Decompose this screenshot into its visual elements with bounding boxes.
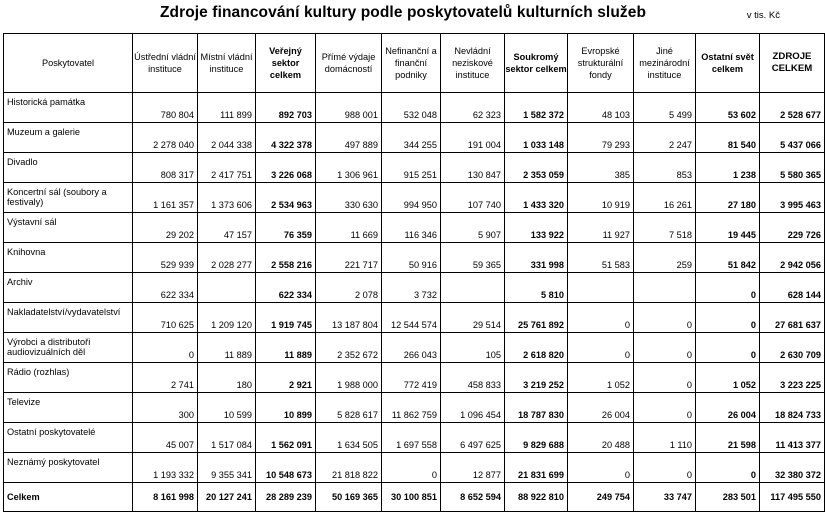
value-cell: 4 322 378 — [256, 123, 316, 153]
value-cell: 10 599 — [198, 393, 256, 423]
value-cell: 808 317 — [133, 153, 198, 183]
value-cell: 1 306 961 — [316, 153, 382, 183]
value-cell: 0 — [634, 393, 696, 423]
value-cell: 27 681 637 — [760, 303, 825, 333]
value-cell: 10 899 — [256, 393, 316, 423]
value-cell: 130 847 — [441, 153, 505, 183]
value-cell: 1 697 558 — [382, 423, 441, 453]
value-cell: 1 209 120 — [198, 303, 256, 333]
value-cell: 1 238 — [696, 153, 760, 183]
value-cell: 9 829 688 — [505, 423, 568, 453]
provider-name: Muzeum a galerie — [4, 123, 133, 153]
value-cell: 5 810 — [505, 273, 568, 303]
value-cell: 2 558 216 — [256, 243, 316, 273]
value-cell: 47 157 — [198, 213, 256, 243]
value-cell: 20 127 241 — [198, 483, 256, 512]
value-cell: 0 — [568, 453, 634, 483]
value-cell: 283 501 — [696, 483, 760, 512]
value-cell: 191 004 — [441, 123, 505, 153]
value-cell: 5 499 — [634, 93, 696, 123]
table-body — [4, 93, 825, 512]
value-cell: 628 144 — [760, 273, 825, 303]
value-cell: 12 877 — [441, 453, 505, 483]
provider-name: Výstavní sál — [4, 213, 133, 243]
col-header-world-total: Ostatní svět celkem — [696, 34, 760, 93]
table-row — [4, 183, 825, 213]
value-cell: 3 995 463 — [760, 183, 825, 213]
table-row — [4, 153, 825, 183]
value-cell: 1 110 — [634, 423, 696, 453]
table-row — [4, 273, 825, 303]
value-cell: 532 048 — [382, 93, 441, 123]
value-cell: 79 293 — [568, 123, 634, 153]
value-cell: 221 717 — [316, 243, 382, 273]
value-cell: 59 365 — [441, 243, 505, 273]
col-header-central-gov: Ústřední vládní instituce — [133, 34, 198, 93]
value-cell: 1 433 320 — [505, 183, 568, 213]
value-cell: 5 828 617 — [316, 393, 382, 423]
provider-name: Televize — [4, 393, 133, 423]
value-cell: 3 732 — [382, 273, 441, 303]
table-row — [4, 123, 825, 153]
value-cell: 0 — [568, 333, 634, 363]
value-cell: 2 078 — [316, 273, 382, 303]
table-title: Zdroje financování kultury podle poskytovatelů kulturních služeb — [159, 4, 647, 21]
value-cell: 1 988 000 — [316, 363, 382, 393]
table-row — [4, 333, 825, 363]
value-cell: 18 787 830 — [505, 393, 568, 423]
table-row — [4, 93, 825, 123]
value-cell: 529 939 — [133, 243, 198, 273]
value-cell: 9 355 341 — [198, 453, 256, 483]
col-header-local-gov: Místní vládní instituce — [198, 34, 256, 93]
value-cell: 0 — [696, 303, 760, 333]
value-cell: 11 862 759 — [382, 393, 441, 423]
value-cell: 0 — [696, 333, 760, 363]
provider-name: Knihovna — [4, 243, 133, 273]
provider-name: Koncertní sál (soubory a festivaly) — [4, 183, 133, 213]
value-cell: 330 630 — [316, 183, 382, 213]
value-cell: 385 — [568, 153, 634, 183]
value-cell: 76 359 — [256, 213, 316, 243]
value-cell: 5 580 365 — [760, 153, 825, 183]
value-cell: 45 007 — [133, 423, 198, 453]
value-cell: 11 889 — [198, 333, 256, 363]
value-cell: 2 942 056 — [760, 243, 825, 273]
table-row — [4, 243, 825, 273]
table-row — [4, 213, 825, 243]
col-header-eu-funds: Evropské strukturální fondy — [568, 34, 634, 93]
value-cell: 51 842 — [696, 243, 760, 273]
value-cell: 1 582 372 — [505, 93, 568, 123]
value-cell: 180 — [198, 363, 256, 393]
value-cell: 111 899 — [198, 93, 256, 123]
provider-name: Divadlo — [4, 153, 133, 183]
value-cell: 18 824 733 — [760, 393, 825, 423]
value-cell: 3 223 225 — [760, 363, 825, 393]
value-cell — [568, 273, 634, 303]
value-cell: 229 726 — [760, 213, 825, 243]
value-cell: 12 544 574 — [382, 303, 441, 333]
value-cell: 994 950 — [382, 183, 441, 213]
provider-name: Historická památka — [4, 93, 133, 123]
value-cell: 1 052 — [568, 363, 634, 393]
value-cell: 2 741 — [133, 363, 198, 393]
value-cell: 7 518 — [634, 213, 696, 243]
value-cell: 50 916 — [382, 243, 441, 273]
value-cell: 3 219 252 — [505, 363, 568, 393]
value-cell: 2 630 709 — [760, 333, 825, 363]
value-cell: 0 — [634, 363, 696, 393]
value-cell: 1 193 332 — [133, 453, 198, 483]
col-header-grand-total: ZDROJE CELKEM — [760, 34, 825, 93]
value-cell: 2 534 963 — [256, 183, 316, 213]
header-row — [4, 34, 825, 93]
value-cell: 29 202 — [133, 213, 198, 243]
value-cell: 0 — [634, 333, 696, 363]
value-cell: 772 419 — [382, 363, 441, 393]
provider-name: Archiv — [4, 273, 133, 303]
value-cell: 5 437 066 — [760, 123, 825, 153]
table-row — [4, 423, 825, 453]
value-cell: 300 — [133, 393, 198, 423]
financing-table — [3, 33, 825, 512]
value-cell: 892 703 — [256, 93, 316, 123]
value-cell: 53 602 — [696, 93, 760, 123]
value-cell: 710 625 — [133, 303, 198, 333]
value-cell: 344 255 — [382, 123, 441, 153]
value-cell: 29 514 — [441, 303, 505, 333]
value-cell: 11 889 — [256, 333, 316, 363]
value-cell: 21 831 699 — [505, 453, 568, 483]
value-cell: 1 033 148 — [505, 123, 568, 153]
col-header-public-total: Veřejný sektor celkem — [256, 34, 316, 93]
value-cell: 25 761 892 — [505, 303, 568, 333]
value-cell: 33 747 — [634, 483, 696, 512]
value-cell: 497 889 — [316, 123, 382, 153]
value-cell: 266 043 — [382, 333, 441, 363]
table-row — [4, 453, 825, 483]
value-cell — [198, 273, 256, 303]
value-cell: 5 907 — [441, 213, 505, 243]
value-cell: 30 100 851 — [382, 483, 441, 512]
value-cell: 105 — [441, 333, 505, 363]
value-cell: 2 352 672 — [316, 333, 382, 363]
value-cell: 331 998 — [505, 243, 568, 273]
value-cell: 1 562 091 — [256, 423, 316, 453]
col-header-provider: Poskytovatel — [4, 34, 133, 93]
value-cell: 3 226 068 — [256, 153, 316, 183]
value-cell: 2 044 338 — [198, 123, 256, 153]
value-cell: 81 540 — [696, 123, 760, 153]
value-cell: 20 488 — [568, 423, 634, 453]
unit-label: v tis. Kč — [746, 10, 780, 21]
value-cell: 2 353 059 — [505, 153, 568, 183]
value-cell: 2 028 277 — [198, 243, 256, 273]
value-cell: 133 922 — [505, 213, 568, 243]
col-header-household: Přímé výdaje domácností — [316, 34, 382, 93]
value-cell: 32 380 372 — [760, 453, 825, 483]
provider-name: Neznámý poskytovatel — [4, 453, 133, 483]
value-cell: 50 169 365 — [316, 483, 382, 512]
value-cell: 62 323 — [441, 93, 505, 123]
value-cell: 780 804 — [133, 93, 198, 123]
value-cell: 0 — [634, 453, 696, 483]
value-cell — [634, 273, 696, 303]
value-cell: 2 921 — [256, 363, 316, 393]
value-cell: 117 495 550 — [760, 483, 825, 512]
value-cell: 0 — [382, 453, 441, 483]
col-header-enterprises: Nefinanční a finanční podniky — [382, 34, 441, 93]
value-cell: 27 180 — [696, 183, 760, 213]
value-cell: 2 417 751 — [198, 153, 256, 183]
value-cell: 1 052 — [696, 363, 760, 393]
value-cell: 0 — [133, 333, 198, 363]
value-cell: 13 187 804 — [316, 303, 382, 333]
value-cell: 10 919 — [568, 183, 634, 213]
value-cell: 988 001 — [316, 93, 382, 123]
value-cell: 1 919 745 — [256, 303, 316, 333]
col-header-nonprofit: Nevládní neziskové instituce — [441, 34, 505, 93]
total-row — [4, 483, 825, 512]
provider-name: Celkem — [4, 483, 133, 512]
value-cell: 0 — [568, 303, 634, 333]
value-cell: 51 583 — [568, 243, 634, 273]
value-cell: 2 278 040 — [133, 123, 198, 153]
value-cell: 88 922 810 — [505, 483, 568, 512]
col-header-private-total: Soukromý sektor celkem — [505, 34, 568, 93]
provider-name: Nakladatelství/vydavatelství — [4, 303, 133, 333]
provider-name: Rádio (rozhlas) — [4, 363, 133, 393]
value-cell: 2 247 — [634, 123, 696, 153]
value-cell: 8 161 998 — [133, 483, 198, 512]
value-cell: 26 004 — [568, 393, 634, 423]
table-row — [4, 303, 825, 333]
value-cell: 11 413 377 — [760, 423, 825, 453]
value-cell: 1 161 357 — [133, 183, 198, 213]
provider-name: Výrobci a distributoři audiovizuálních děl — [4, 333, 133, 363]
value-cell: 2 618 820 — [505, 333, 568, 363]
value-cell: 1 634 505 — [316, 423, 382, 453]
value-cell: 11 927 — [568, 213, 634, 243]
value-cell: 28 289 239 — [256, 483, 316, 512]
value-cell: 915 251 — [382, 153, 441, 183]
value-cell: 21 818 822 — [316, 453, 382, 483]
value-cell: 26 004 — [696, 393, 760, 423]
value-cell: 622 334 — [256, 273, 316, 303]
value-cell: 0 — [634, 303, 696, 333]
value-cell: 2 528 677 — [760, 93, 825, 123]
value-cell: 8 652 594 — [441, 483, 505, 512]
value-cell: 116 346 — [382, 213, 441, 243]
value-cell: 10 548 673 — [256, 453, 316, 483]
value-cell: 107 740 — [441, 183, 505, 213]
provider-name: Ostatní poskytovatelé — [4, 423, 133, 453]
value-cell: 622 334 — [133, 273, 198, 303]
value-cell: 11 669 — [316, 213, 382, 243]
value-cell: 458 833 — [441, 363, 505, 393]
value-cell — [441, 273, 505, 303]
value-cell: 259 — [634, 243, 696, 273]
table-row — [4, 363, 825, 393]
value-cell: 21 598 — [696, 423, 760, 453]
value-cell: 1 373 606 — [198, 183, 256, 213]
col-header-intl: Jiné mezinárodní instituce — [634, 34, 696, 93]
value-cell: 19 445 — [696, 213, 760, 243]
table-row — [4, 393, 825, 423]
value-cell: 6 497 625 — [441, 423, 505, 453]
value-cell: 1 096 454 — [441, 393, 505, 423]
value-cell: 0 — [696, 453, 760, 483]
value-cell: 16 261 — [634, 183, 696, 213]
value-cell: 1 517 084 — [198, 423, 256, 453]
value-cell: 853 — [634, 153, 696, 183]
value-cell: 0 — [696, 273, 760, 303]
value-cell: 249 754 — [568, 483, 634, 512]
value-cell: 48 103 — [568, 93, 634, 123]
